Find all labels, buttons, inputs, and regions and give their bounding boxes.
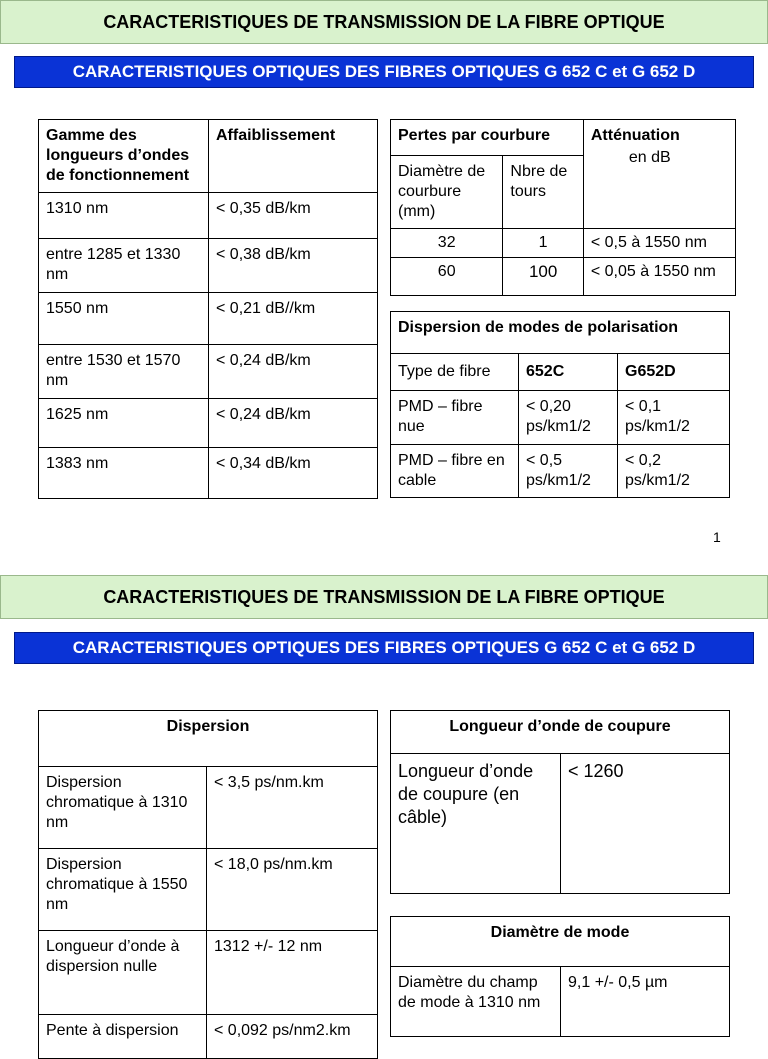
table-row: [39, 293, 378, 345]
table-row: [39, 849, 378, 931]
cutoff-value-cell: < 1260: [561, 754, 730, 894]
bend-attenuation-cell: < 0,5 à 1550 nm: [583, 229, 735, 258]
table-row: [39, 1015, 378, 1059]
table-row: [391, 391, 730, 445]
pmd-table: [390, 311, 730, 498]
dispersion-label-cell: Dispersion chromatique à 1550 nm: [39, 849, 207, 931]
attenuation-cell: < 0,21 dB//km: [209, 293, 378, 345]
attenuation-cell: < 0,34 dB/km: [209, 448, 378, 499]
pmd-label-cell: PMD – fibre nue: [391, 391, 519, 445]
attenuation-header: Atténuation: [590, 127, 680, 144]
page-number: 1: [713, 529, 721, 545]
dispersion-label-cell: Dispersion chromatique à 1310 nm: [39, 767, 207, 849]
dispersion-value-cell: 1312 +/- 12 nm: [207, 931, 378, 1015]
range-cell: entre 1285 et 1330 nm: [39, 239, 209, 293]
range-cell: 1310 nm: [39, 193, 209, 239]
range-header: Gamme des longueurs d’ondes de fonctionnement: [39, 120, 209, 193]
bend-diameter-header: Diamètre de courbure (mm): [391, 156, 503, 229]
table-row: [391, 967, 730, 1037]
dispersion-label-cell: Longueur d’onde à dispersion nulle: [39, 931, 207, 1015]
mode-diameter-title: Diamètre de mode: [391, 917, 730, 967]
attenuation-header-cell: [583, 120, 735, 229]
attenuation-unit: en dB: [628, 149, 671, 166]
table-row: [39, 448, 378, 499]
cutoff-label-cell: Longueur d’onde de coupure (en câble): [391, 754, 561, 894]
table-row: [39, 399, 378, 448]
mode-diameter-table: [390, 916, 730, 1037]
table-row: [391, 445, 730, 498]
mode-diameter-label-cell: Diamètre du champ de mode à 1310 nm: [391, 967, 561, 1037]
range-cell: entre 1530 et 1570 nm: [39, 345, 209, 399]
table-row: [391, 754, 730, 894]
dispersion-table: [38, 710, 378, 1059]
attenuation-cell: < 0,35 dB/km: [209, 193, 378, 239]
bend-loss-table: [390, 119, 736, 296]
attenuation-cell: < 0,38 dB/km: [209, 239, 378, 293]
table-row: [39, 931, 378, 1015]
table-header-row: [39, 120, 378, 193]
dispersion-title: Dispersion: [39, 711, 378, 767]
table-title-row: [391, 711, 730, 754]
bend-loss-header: Pertes par courbure: [391, 120, 584, 156]
turns-header: Nbre de tours: [503, 156, 583, 229]
pmd-title: Dispersion de modes de polarisation: [391, 312, 730, 354]
bend-diameter-cell: 32: [391, 229, 503, 258]
wavelength-range-table: [38, 119, 378, 499]
page2-title: CARACTERISTIQUES DE TRANSMISSION DE LA FIBRE OPTIQUE: [0, 575, 768, 619]
dispersion-value-cell: < 3,5 ps/nm.km: [207, 767, 378, 849]
dispersion-value-cell: < 18,0 ps/nm.km: [207, 849, 378, 931]
range-cell: 1383 nm: [39, 448, 209, 499]
turns-cell: 100: [503, 258, 583, 296]
table-title-row: [391, 917, 730, 967]
g652c-header: 652C: [519, 354, 618, 391]
pmd-g652c-cell: < 0,5 ps/km1/2: [519, 445, 618, 498]
attenuation-header: Affaiblissement: [209, 120, 378, 193]
cutoff-title: Longueur d’onde de coupure: [391, 711, 730, 754]
range-cell: 1550 nm: [39, 293, 209, 345]
attenuation-cell: < 0,24 dB/km: [209, 399, 378, 448]
table-header-row: [391, 120, 736, 156]
cutoff-wavelength-table: [390, 710, 730, 894]
pmd-g652c-cell: < 0,20 ps/km1/2: [519, 391, 618, 445]
bend-diameter-cell: 60: [391, 258, 503, 296]
pmd-label-cell: PMD – fibre en cable: [391, 445, 519, 498]
table-row: [39, 239, 378, 293]
range-cell: 1625 nm: [39, 399, 209, 448]
pmd-g652d-cell: < 0,1 ps/km1/2: [618, 391, 730, 445]
g652d-header: G652D: [618, 354, 730, 391]
page1-title: CARACTERISTIQUES DE TRANSMISSION DE LA FIBRE OPTIQUE: [0, 0, 768, 44]
attenuation-cell: < 0,24 dB/km: [209, 345, 378, 399]
table-row: [391, 229, 736, 258]
fiber-type-header: Type de fibre: [391, 354, 519, 391]
table-header-row: [391, 354, 730, 391]
table-title-row: [39, 711, 378, 767]
dispersion-label-cell: Pente à dispersion: [39, 1015, 207, 1059]
pmd-g652d-cell: < 0,2 ps/km1/2: [618, 445, 730, 498]
turns-cell: 1: [503, 229, 583, 258]
mode-diameter-value-cell: 9,1 +/- 0,5 µm: [561, 967, 730, 1037]
page1-subtitle: CARACTERISTIQUES OPTIQUES DES FIBRES OPTIQUES G 652 C et G 652 D: [14, 56, 754, 88]
table-row: [39, 193, 378, 239]
bend-attenuation-cell: < 0,05 à 1550 nm: [583, 258, 735, 296]
table-title-row: [391, 312, 730, 354]
table-row: [391, 258, 736, 296]
table-row: [39, 767, 378, 849]
table-row: [39, 345, 378, 399]
page2-subtitle: CARACTERISTIQUES OPTIQUES DES FIBRES OPTIQUES G 652 C et G 652 D: [14, 632, 754, 664]
dispersion-value-cell: < 0,092 ps/nm2.km: [207, 1015, 378, 1059]
